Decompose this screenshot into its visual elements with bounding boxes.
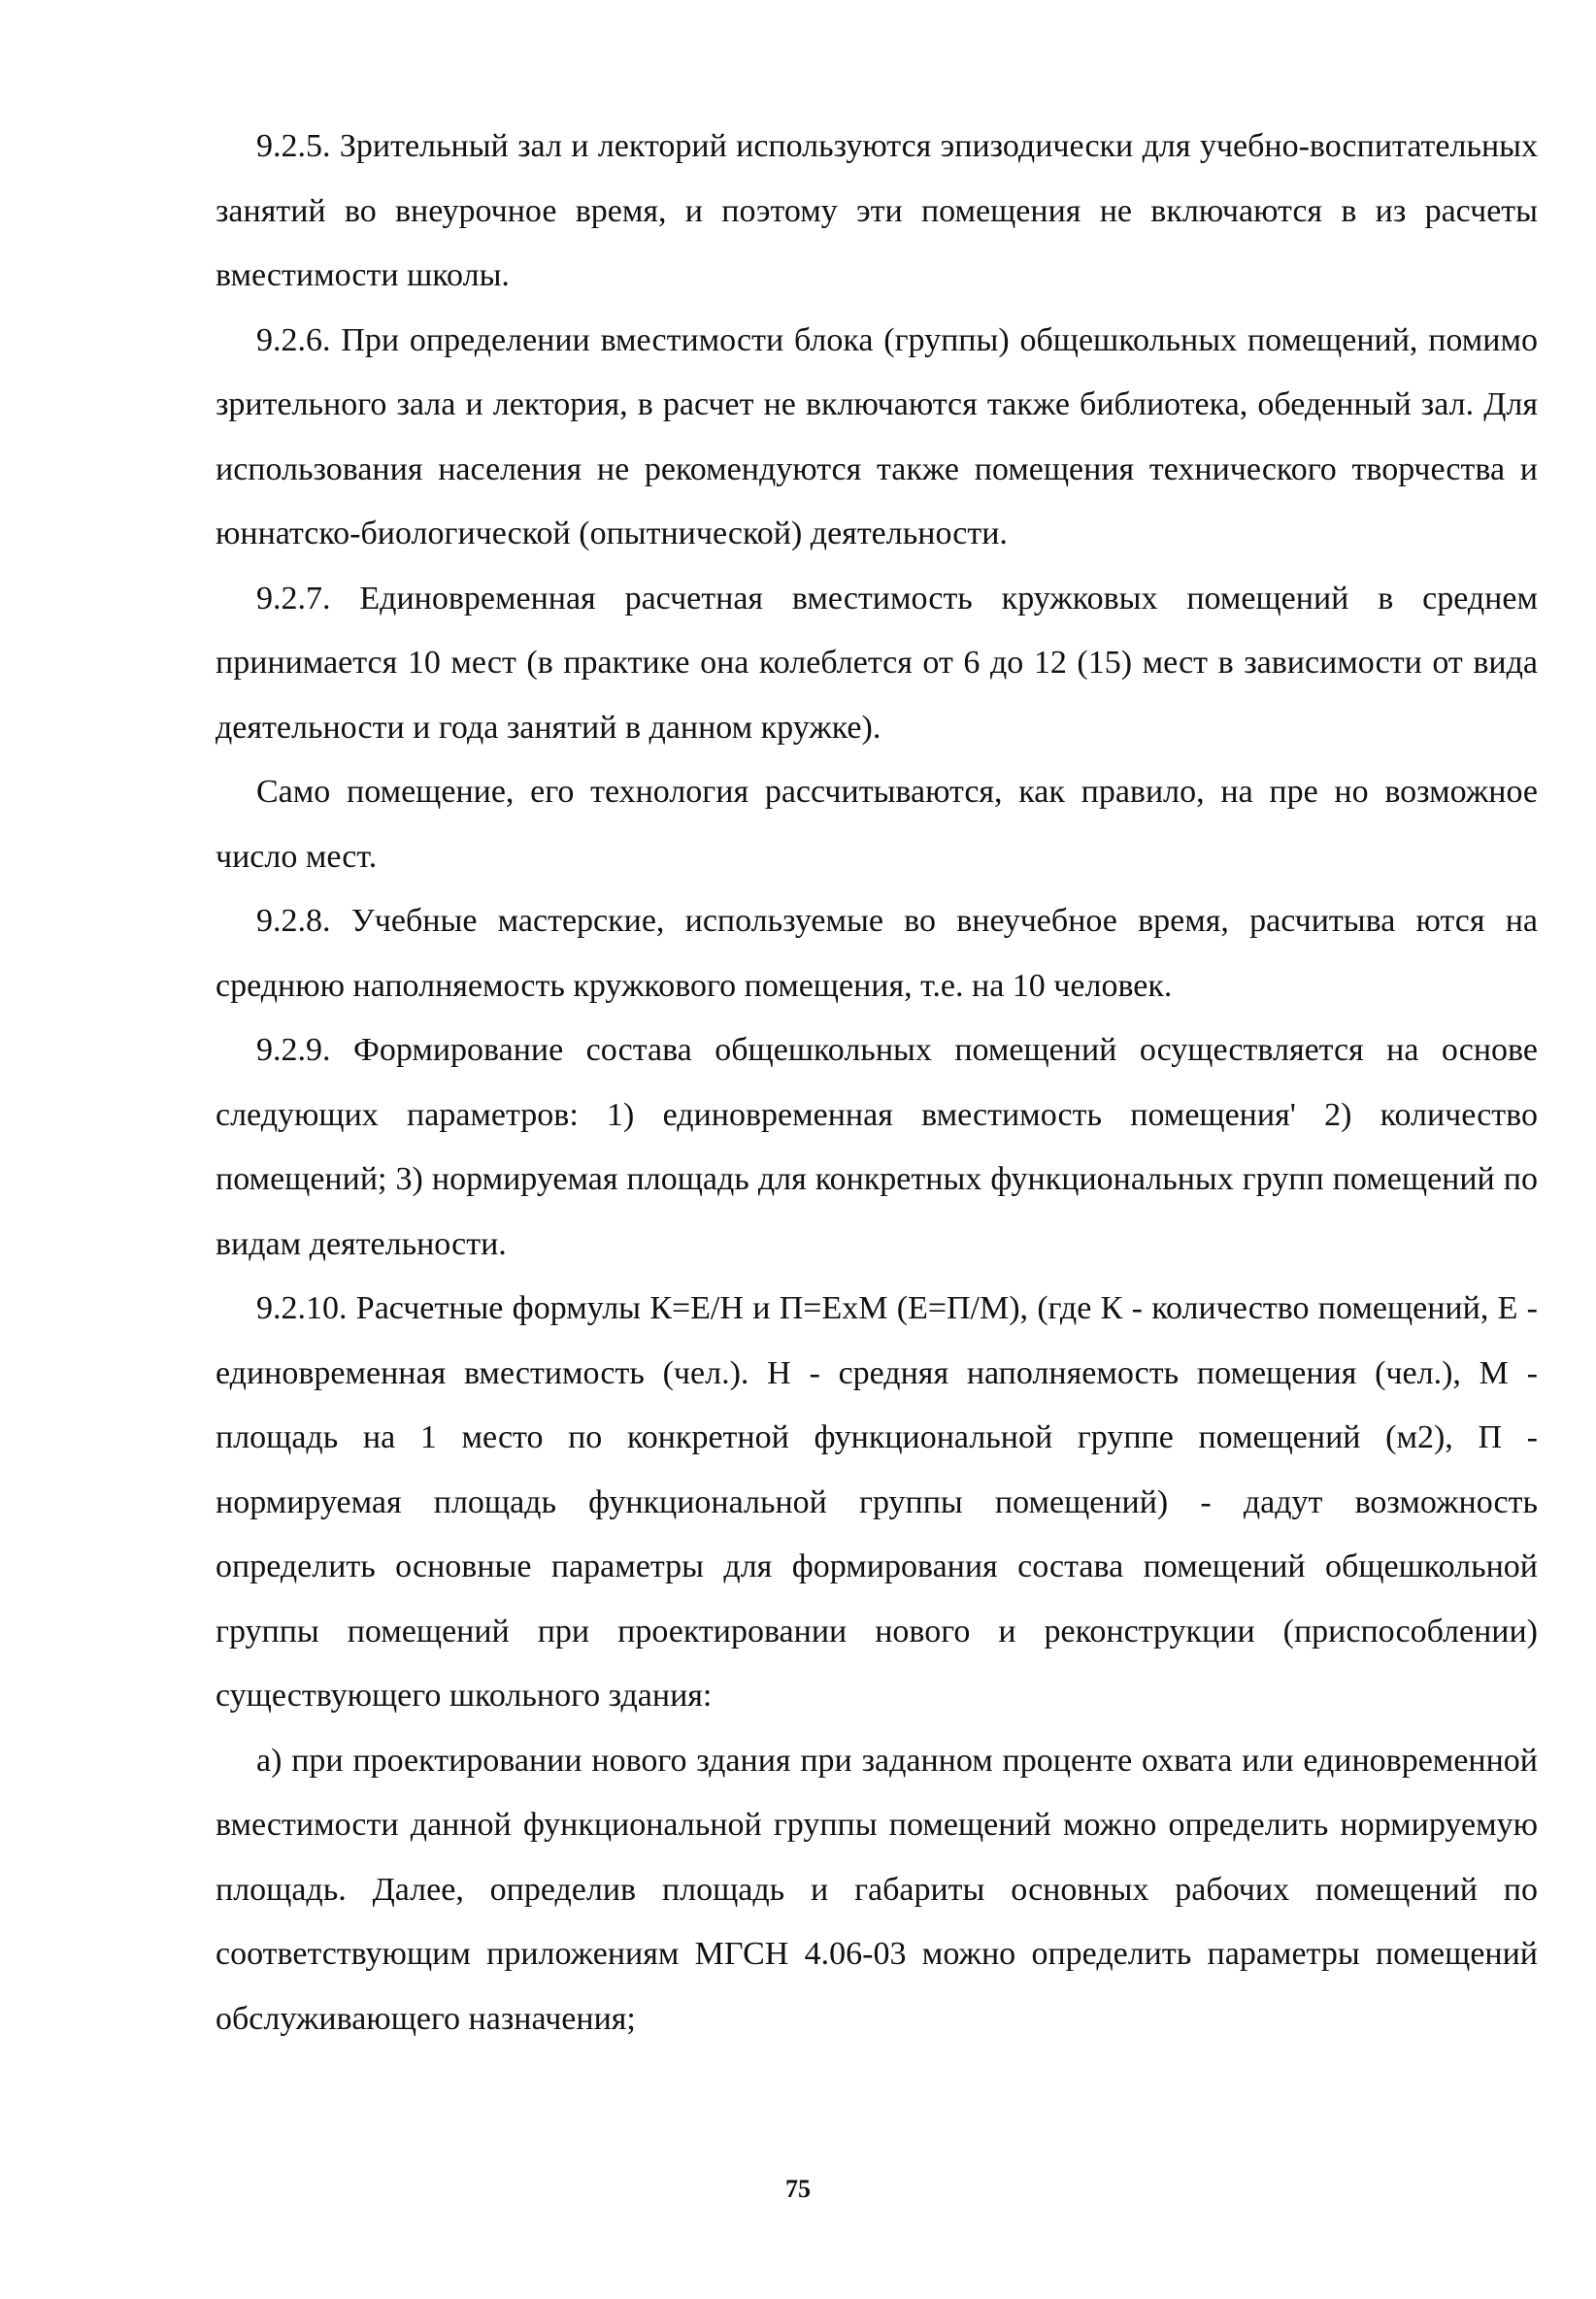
paragraph-room-technology: Само помещение, его технология рассчитываются, как правило, на пре но возможное число мест. bbox=[216, 774, 1538, 875]
paragraph-9-2-8: 9.2.8. Учебные мастерские, используемые во внеучебное время, расчитыва ются на среднюю наполняемость кружкового помещения, т.е. на 10 человек. bbox=[216, 903, 1538, 1004]
paragraph-item-a: а) при проектировании нового здания при заданном проценте охвата или единовременной вместимости данной функциональной группы помещений можно определить нормируемую площадь. Далее, определив площадь и габариты основных рабочих помещений по соответствующим приложениям МГСН 4.06-03 можно определить параметры помещений обслуживающего назначения; bbox=[216, 1742, 1538, 2037]
paragraph-9-2-5: 9.2.5. Зрительный зал и лекторий используются эпизодически для учебно-воспитательных занятий во внеурочное время, и поэтому эти помещения не включаются в из расчеты вместимости школы. bbox=[216, 128, 1538, 293]
paragraph-9-2-7: 9.2.7. Единовременная расчетная вместимость кружковых помещений в среднем принимается 10 мест (в практике она колеблется от 6 до 12 (15) мест в зависимости от вида деятельности и года занятий в данном кружке). bbox=[216, 580, 1538, 746]
paragraph-9-2-10: 9.2.10. Расчетные формулы К=Е/Н и П=ЕхМ (Е=П/М), (где К - количество помещений, Е - единовременная вместимость (чел.). Н - средняя наполняемость помещения (чел.), М - площадь на 1 место по конкретной функциональной группе помещений (м2), П - нормируемая площадь функциональной группы помещений) - дадут возможность определить основные параметры для формирования состава помещений общешкольной группы помещений при проектировании нового и реконструкции (приспособлении) существующего школьного здания: bbox=[216, 1290, 1538, 1714]
paragraph-9-2-9: 9.2.9. Формирование состава общешкольных помещений осуществляется на основе следующих параметров: 1) единовременная вместимость помещения' 2) количество помещений; 3) нормируемая площадь для конкретных функциональных групп помещений по видам деятельности. bbox=[216, 1032, 1538, 1262]
paragraph-9-2-6: 9.2.6. При определении вместимости блока (группы) общешкольных помещений, помимо зрительного зала и лектория, в расчет не включаются также библиотека, обеденный зал. Для использования населения не рекомендуются также помещения технического творчества и юннатско-биологической (опытнической) деятельности. bbox=[216, 321, 1538, 551]
page-number: 75 bbox=[785, 2175, 811, 2203]
document-body bbox=[216, 115, 1538, 2051]
